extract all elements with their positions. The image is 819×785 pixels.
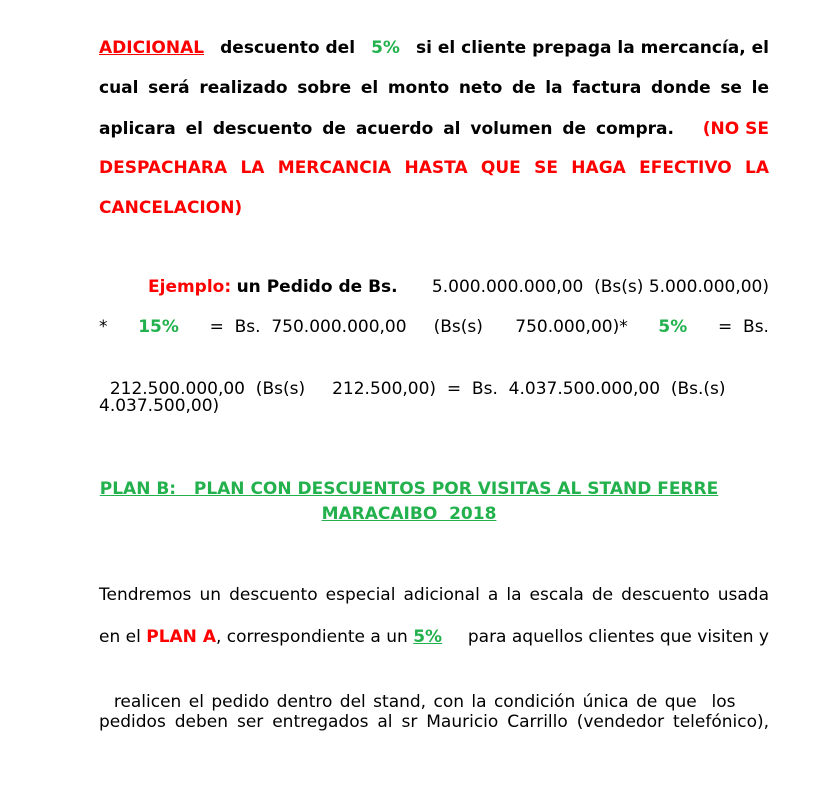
para2-line4: pedidos deben ser entregados al sr Mauricio Carrillo (vendedor telefónico), — [99, 712, 769, 732]
para2-line3: realicen el pedido dentro del stand, con la condición única de que los — [113, 692, 736, 712]
para1-line1 — [99, 37, 769, 59]
example-line3: 212.500.000,00 (Bs(s) 212.500,00) = Bs. 4.037.500.000,00 (Bs.(s) — [109, 379, 726, 399]
para1-l1-b: si el cliente prepaga la mercancía, el — [416, 38, 769, 58]
pct-5-example: 5% — [658, 317, 688, 337]
example-l1-rest: 5.000.000.000,00 (Bs(s) 5.000.000,00) — [431, 277, 769, 297]
para1-l3-a: aplicara el descuento de acuerdo al volumen de compra. — [99, 119, 674, 139]
para1-line2: cual será realizado sobre el monto neto de la factura donde se le — [99, 78, 769, 98]
example-line2: * 15% = Bs. 750.000.000,00 (Bs(s) 750.000,00)* 5% = Bs. — [99, 317, 769, 337]
pct-15-text: 15% — [138, 317, 179, 337]
example-label: Ejemplo: — [148, 277, 232, 297]
pct-5-plan-b: 5% — [413, 627, 443, 647]
example-line4: 4.037.500,00) — [99, 396, 220, 416]
pct-5-text: 5% — [371, 38, 400, 58]
plan-a-text: PLAN A — [146, 627, 216, 647]
para1-line4: DESPACHARA LA MERCANCIA HASTA QUE SE HAGA EFECTIVO LA — [99, 158, 769, 178]
para1-l1-a: descuento del — [220, 38, 356, 58]
para2-line1: Tendremos un descuento especial adicional a la escala de descuento usada — [99, 585, 769, 605]
plan-b-title-line2: MARACAIBO 2018 — [321, 504, 497, 524]
para1-l3-red: (NO SE — [702, 119, 769, 139]
example-line1 — [148, 276, 769, 298]
para2-line2: en el PLAN A, correspondiente a un 5% para aquellos clientes que visiten y — [99, 627, 769, 647]
example-pedido: un Pedido de Bs. — [236, 277, 398, 297]
adicional-text: ADICIONAL — [99, 38, 205, 58]
para1-line5: CANCELACION) — [99, 198, 243, 218]
plan-b-title-line1: PLAN B: PLAN CON DESCUENTOS POR VISITAS AL STAND FERRE — [99, 479, 719, 499]
para1-line3 — [99, 118, 769, 140]
